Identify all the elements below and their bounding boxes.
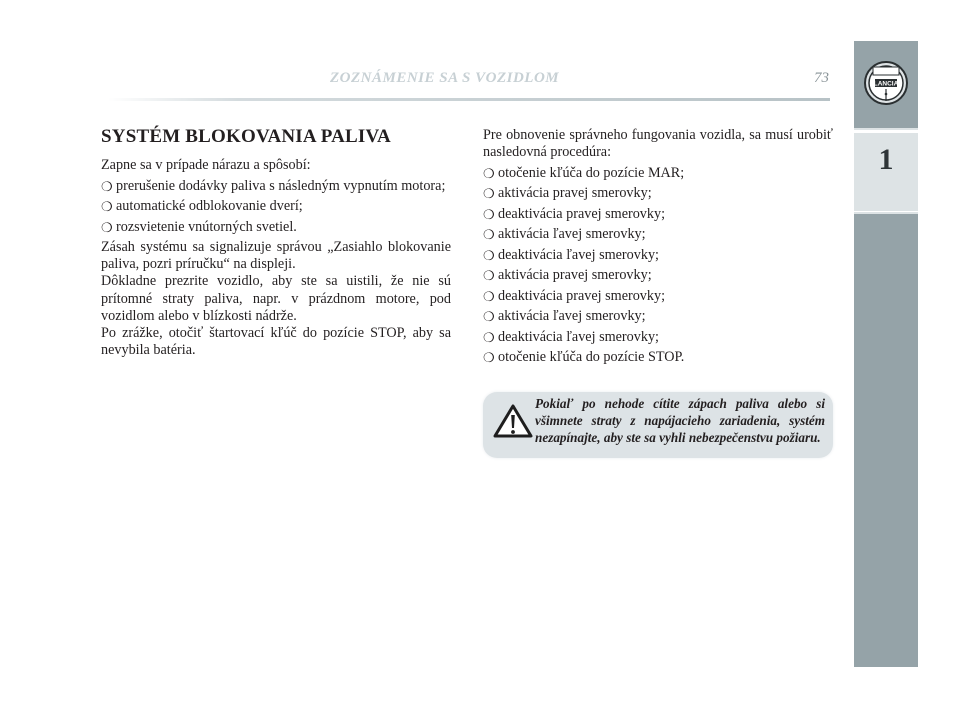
- step-text: aktivácia ľavej smerovky;: [498, 308, 646, 325]
- right-column: [483, 127, 833, 370]
- header-title: ZOZNÁMENIE SA S VOZIDLOM: [330, 70, 560, 86]
- procedure-step: [483, 247, 833, 264]
- list-item: [101, 198, 451, 215]
- step-text: aktivácia pravej smerovky;: [498, 185, 652, 202]
- bullet-icon: ❍: [483, 186, 495, 202]
- list-item-text: automatické odblokovanie dverí;: [116, 198, 303, 214]
- warning-box: [483, 392, 833, 458]
- bullet-icon: ❍: [483, 206, 495, 222]
- step-text: deaktivácia pravej smerovky;: [498, 287, 666, 304]
- paragraph: Zásah systému sa signalizuje správou „Zasiahlo blokovanie paliva, pozri príručku“ na displeji.: [101, 239, 451, 273]
- paragraph: Po zrážke, otočiť štartovací kľúč do pozície STOP, aby sa nevybila batéria.: [101, 325, 451, 359]
- list-item: [101, 178, 451, 195]
- chapter-number: 1: [878, 143, 894, 176]
- procedure-step: [483, 206, 833, 223]
- paragraph: Dôkladne prezrite vozidlo, aby ste sa uistili, že nie sú prítomné straty paliva, napr. v prázdnom motore, pod vozidlom alebo v blízkosti nádrže.: [101, 273, 451, 324]
- procedure-intro: Pre obnovenie správneho fungovania vozidla, sa musí urobiť nasledovná procedúra:: [483, 127, 833, 161]
- procedure-step: [483, 329, 833, 346]
- step-text: aktivácia pravej smerovky;: [498, 267, 652, 284]
- list-item-text: rozsvietenie vnútorných svetiel.: [116, 218, 297, 235]
- chapter-tab-inner: [854, 133, 918, 211]
- sidebar: [854, 41, 918, 667]
- chapter-tab[interactable]: [854, 128, 918, 214]
- bullet-icon: ❍: [101, 219, 113, 235]
- step-text: otočenie kľúča do pozície STOP.: [498, 349, 685, 366]
- step-text: deaktivácia ľavej smerovky;: [498, 246, 659, 263]
- step-text: otočenie kľúča do pozície MAR;: [498, 164, 685, 181]
- bullet-icon: ❍: [483, 268, 495, 284]
- lancia-logo-icon: [863, 55, 909, 111]
- header-rule: [108, 98, 830, 101]
- procedure-step: [483, 267, 833, 284]
- step-text: deaktivácia ľavej smerovky;: [498, 328, 659, 345]
- list-item-text: prerušenie dodávky paliva s následným vypnutím motora;: [116, 177, 446, 194]
- logo-box: [854, 41, 918, 125]
- intro-text: Zapne sa v prípade nárazu a spôsobí:: [101, 157, 311, 173]
- list-item: [101, 219, 451, 236]
- procedure-step: [483, 185, 833, 202]
- step-text: deaktivácia pravej smerovky;: [498, 205, 666, 222]
- bullet-icon: ❍: [483, 227, 495, 243]
- warning-text: Pokiaľ po nehode cítite zápach paliva alebo si všimnete straty z napájacieho zariadenia, systém nezapínajte, aby ste sa vyhli nebezpečenstvu požiaru.: [535, 396, 825, 445]
- section-heading: SYSTÉM BLOKOVANIA PALIVA: [101, 126, 391, 147]
- bullet-icon: ❍: [483, 247, 495, 263]
- step-text: aktivácia ľavej smerovky;: [498, 226, 646, 243]
- warning-triangle-icon: [493, 404, 533, 438]
- procedure-step: [483, 226, 833, 243]
- left-column: [101, 126, 451, 359]
- logo-text: LANCIA: [873, 80, 899, 88]
- procedure-step: [483, 288, 833, 305]
- bullet-icon: ❍: [483, 329, 495, 345]
- bullet-icon: ❍: [101, 178, 113, 194]
- procedure-step: [483, 349, 833, 366]
- procedure-step: [483, 308, 833, 325]
- bullet-icon: ❍: [483, 350, 495, 366]
- bullet-icon: ❍: [483, 288, 495, 304]
- page-number: 73: [814, 70, 829, 86]
- bullet-icon: ❍: [483, 165, 495, 181]
- procedure-step: [483, 165, 833, 182]
- bullet-icon: ❍: [101, 199, 113, 214]
- bullet-icon: ❍: [483, 309, 495, 325]
